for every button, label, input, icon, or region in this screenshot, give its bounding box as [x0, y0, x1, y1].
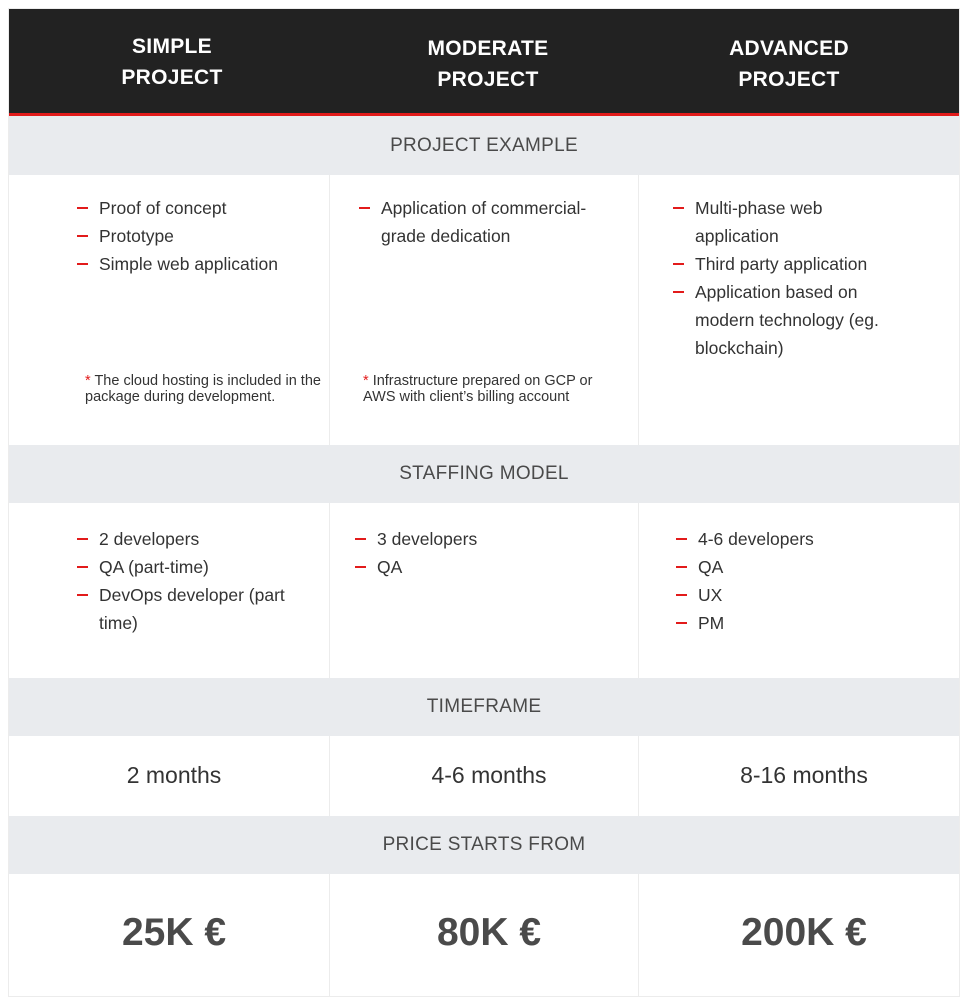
cell-moderate-timeframe	[329, 736, 638, 816]
list-simple-example	[77, 194, 278, 278]
asterisk-icon: *	[363, 373, 369, 389]
list-item-label: QA (part-time)	[99, 557, 209, 577]
dash-icon	[676, 622, 687, 624]
dash-icon	[77, 566, 88, 568]
section-timeframe: TIMEFRAME	[9, 678, 959, 736]
dash-icon	[77, 538, 88, 540]
row-timeframe	[9, 736, 959, 816]
list-item	[355, 553, 477, 581]
list-item-label: Proof of concept	[99, 198, 227, 218]
cell-advanced-staffing	[638, 503, 959, 678]
header-simple-project	[14, 31, 330, 93]
list-item	[355, 525, 477, 553]
list-item-label: Simple web application	[99, 254, 278, 274]
price-simple: 25K €	[121, 911, 227, 954]
header-advanced-project	[631, 33, 947, 95]
list-item	[77, 581, 297, 637]
row-price	[9, 874, 959, 996]
dash-icon	[676, 538, 687, 540]
cell-simple-price	[9, 874, 329, 996]
list-advanced-example	[673, 194, 893, 362]
list-moderate-staffing	[355, 525, 477, 581]
note-simple	[85, 373, 323, 405]
cell-moderate-example	[329, 175, 638, 445]
dash-icon	[355, 538, 366, 540]
list-item	[676, 525, 814, 553]
list-item-label: QA	[377, 557, 403, 577]
price-advanced: 200K €	[741, 911, 867, 954]
list-item	[77, 553, 297, 581]
dash-icon	[77, 594, 88, 596]
dash-icon	[355, 566, 366, 568]
cell-simple-example	[9, 175, 329, 445]
cell-advanced-price	[638, 874, 959, 996]
cell-advanced-timeframe	[638, 736, 959, 816]
list-item	[77, 250, 278, 278]
section-project-example: PROJECT EXAMPLE	[9, 116, 959, 175]
list-item	[673, 278, 893, 362]
dash-icon	[673, 263, 684, 265]
dash-icon	[673, 207, 684, 209]
list-item-label: 3 developers	[377, 529, 478, 549]
cell-simple-staffing	[9, 503, 329, 678]
dash-icon	[676, 594, 687, 596]
list-moderate-example	[359, 194, 609, 250]
list-item-label: Third party application	[695, 254, 868, 274]
list-item	[676, 553, 814, 581]
pricing-table	[8, 8, 960, 997]
list-item-label: DevOps developer (part time)	[99, 585, 285, 633]
row-project-example	[9, 175, 959, 445]
dash-icon	[359, 207, 370, 209]
list-item	[676, 581, 814, 609]
section-price: PRICE STARTS FROM	[9, 816, 959, 874]
header-moderate-line1: MODERATE	[427, 37, 549, 60]
list-item-label: QA	[698, 557, 724, 577]
list-item-label: Application based on modern technology (eg. blockchain)	[695, 282, 879, 358]
list-item-label: Application of commercial-grade dedication	[381, 198, 587, 246]
list-item	[359, 194, 609, 250]
cell-simple-timeframe	[9, 736, 329, 816]
section-staffing-model: STAFFING MODEL	[9, 445, 959, 503]
dash-icon	[77, 207, 88, 209]
list-item	[77, 222, 278, 250]
header-simple-line2: PROJECT	[121, 66, 223, 89]
list-item-label: PM	[698, 613, 725, 633]
asterisk-icon: *	[85, 373, 91, 389]
list-item	[676, 609, 814, 637]
cell-advanced-example	[638, 175, 959, 445]
timeframe-simple: 2 months	[126, 762, 222, 788]
dash-icon	[77, 235, 88, 237]
list-simple-staffing	[77, 525, 297, 637]
list-item-label: Multi-phase web application	[695, 198, 823, 246]
header-advanced-line2: PROJECT	[738, 68, 840, 91]
dash-icon	[676, 566, 687, 568]
cell-moderate-price	[329, 874, 638, 996]
timeframe-moderate: 4-6 months	[431, 762, 547, 788]
note-moderate	[363, 373, 608, 405]
header-moderate-project	[330, 33, 646, 95]
list-item-label: 4-6 developers	[698, 529, 814, 549]
price-moderate: 80K €	[436, 911, 542, 954]
table-header	[9, 9, 959, 116]
list-item-label: UX	[698, 585, 723, 605]
dash-icon	[77, 263, 88, 265]
list-item	[77, 194, 278, 222]
list-advanced-staffing	[676, 525, 814, 637]
list-item	[673, 194, 893, 250]
row-staffing-model	[9, 503, 959, 678]
header-simple-line1: SIMPLE	[132, 35, 212, 58]
list-item-label: 2 developers	[99, 529, 200, 549]
list-item-label: Prototype	[99, 226, 174, 246]
list-item	[673, 250, 893, 278]
note-text: The cloud hosting is included in the package during development.	[85, 373, 321, 405]
list-item	[77, 525, 297, 553]
dash-icon	[673, 291, 684, 293]
header-advanced-line1: ADVANCED	[729, 37, 849, 60]
header-moderate-line2: PROJECT	[437, 68, 539, 91]
note-text: Infrastructure prepared on GCP or AWS with client’s billing account	[363, 373, 593, 405]
cell-moderate-staffing	[329, 503, 638, 678]
timeframe-advanced: 8-16 months	[740, 762, 868, 788]
